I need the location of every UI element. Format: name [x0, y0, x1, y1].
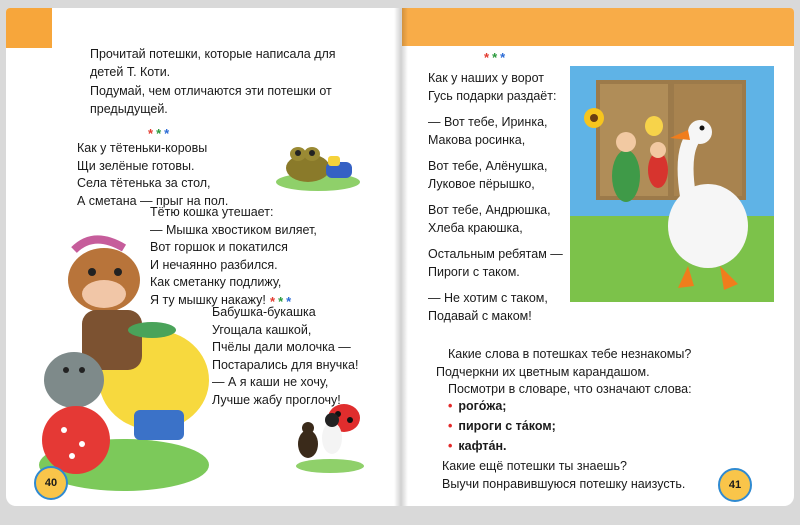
right-page — [402, 8, 794, 506]
poem-line: Макова росинка, — [428, 132, 526, 147]
poem-line: Вот тебе, Алёнушка, — [428, 159, 548, 173]
instruction-line: предыдущей. — [90, 101, 168, 116]
poem-line: — А я каши не хочу, — [212, 375, 329, 389]
poem-line: — Не хотим с таком, — [428, 291, 548, 305]
poem-line: Тётю кошка утешает: — [150, 205, 274, 219]
poem-line: Пчёлы дали молочка — — [212, 340, 351, 354]
question-line: Какие слова в потешках тебе незнакомы? — [448, 347, 692, 361]
page-number-badge: 40 — [34, 466, 68, 500]
poem-line: И нечаянно разбился. — [150, 257, 278, 272]
cow-and-cat-illustration — [34, 230, 214, 492]
poem-line: — Вот тебе, Иринка, — [428, 115, 548, 129]
vocabulary-word: рого́жа; — [458, 399, 507, 413]
poem-line: Бабушка-букашка — [212, 305, 316, 319]
stars-divider: *** — [148, 126, 173, 141]
vocabulary-item — [448, 416, 556, 436]
left-page — [6, 8, 402, 506]
poem-line: Как сметанку подлижу, — [150, 275, 282, 289]
question-line: Посмотри в словаре, что означают слова: — [448, 382, 692, 396]
bullet-icon: • — [448, 439, 453, 453]
instruction-line: Прочитай потешки, которые написала для — [90, 47, 336, 61]
closing-line: Выучи понравившуюся потешку наизусть. — [442, 476, 686, 491]
poem-line: Остальным ребятам — — [428, 247, 563, 261]
poem-line: Угощала кашкой, — [212, 322, 312, 337]
stars-divider: *** — [270, 294, 295, 309]
poem-line: Вот горшок и покатился — [150, 240, 288, 254]
poem-line: Как у наших у ворот — [428, 71, 545, 85]
bullet-icon: • — [448, 419, 453, 433]
stars-divider: *** — [484, 50, 509, 65]
poem-line: Как у тётеньки-коровы — [77, 141, 208, 155]
right-page-top-band — [402, 8, 794, 46]
poem-line: Луковое пёрышко, — [428, 176, 535, 191]
vocabulary-word: кафта́н. — [458, 439, 507, 453]
poem-line: Вот тебе, Андрюшка, — [428, 203, 551, 217]
poem-line: — Мышка хвостиком виляет, — [150, 222, 317, 237]
closing-block — [442, 458, 685, 493]
goose-with-children-illustration — [570, 66, 774, 302]
poem-line: Села тётенька за стол, — [77, 176, 211, 190]
bullet-icon: • — [448, 399, 453, 413]
poem-line: Гусь подарки раздаёт: — [428, 88, 557, 103]
book-gutter-shadow — [394, 8, 408, 506]
poem-line: А сметана — прыг на пол. — [77, 193, 229, 208]
poem-line: Лучше жабу проглочу! — [212, 392, 341, 407]
vocabulary-item — [448, 436, 556, 456]
questions-block — [436, 346, 692, 399]
vocabulary-item — [448, 396, 556, 416]
left-page-corner-band — [6, 8, 52, 48]
question-line: Подчеркни их цветным карандашом. — [436, 364, 650, 379]
poem-line: Хлеба краюшка, — [428, 220, 523, 235]
closing-line: Какие ещё потешки ты знаешь? — [442, 459, 627, 473]
frog-illustration — [268, 134, 368, 194]
poem-cow — [77, 140, 228, 210]
poem-line: Постарались для внучка! — [212, 357, 359, 372]
vocabulary-list — [448, 396, 556, 456]
left-instructions — [90, 46, 336, 118]
instruction-line: Подумай, чем отличаются эти потешки от — [90, 84, 332, 98]
instruction-line: детей Т. Коти. — [90, 64, 171, 79]
poem-line: Подавай с маком! — [428, 308, 532, 323]
ladybug-illustration — [292, 394, 368, 474]
poem-line: Пироги с таком. — [428, 264, 520, 279]
vocabulary-word: пироги с та́ком; — [458, 419, 556, 433]
poem-goose — [428, 70, 563, 325]
poem-line: Щи зелёные готовы. — [77, 158, 195, 173]
page-number-badge: 41 — [718, 468, 752, 502]
poem-line: Я ту мышку накажу! — [150, 292, 266, 307]
